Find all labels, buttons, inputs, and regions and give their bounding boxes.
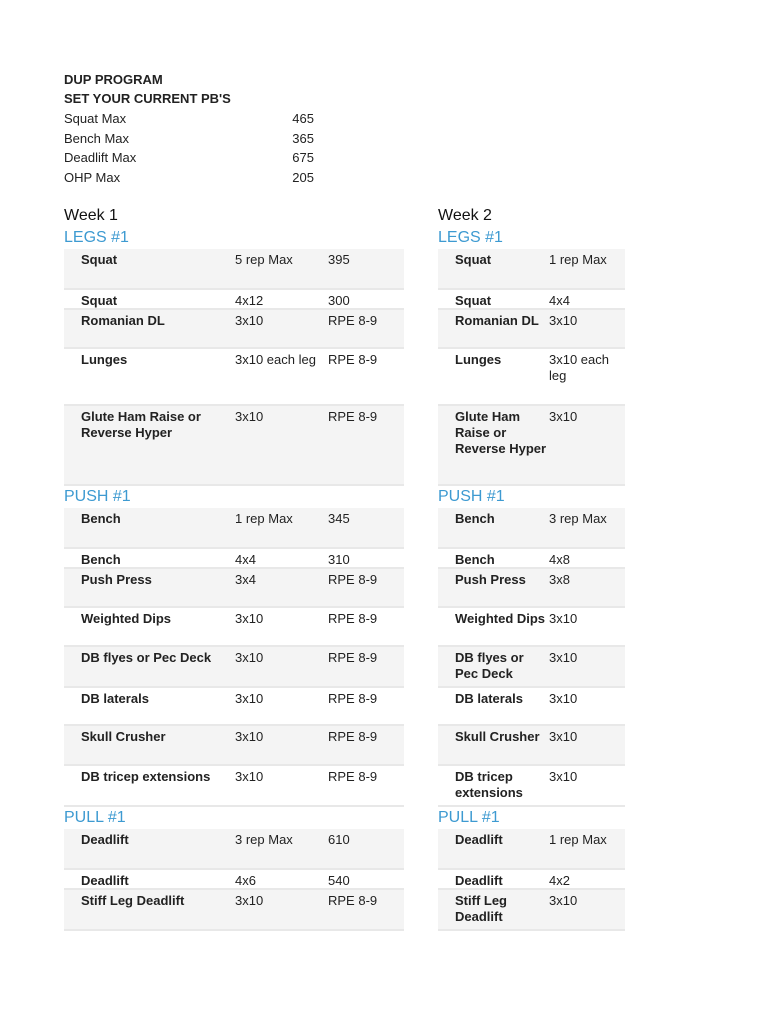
exercise-cell: Deadlift	[455, 873, 503, 888]
pb-value: 365	[292, 130, 314, 146]
program-subtitle: SET YOUR CURRENT PB'S	[64, 91, 231, 106]
week-title: Week 2	[438, 207, 492, 224]
push-table	[64, 508, 404, 807]
table-row	[64, 647, 404, 688]
exercise-cell: Bench	[81, 511, 121, 526]
table-row	[64, 766, 404, 807]
table-row	[438, 249, 625, 290]
section-title-pull: PULL #1	[438, 809, 500, 826]
exercise-cell: DB laterals	[81, 691, 149, 706]
table-row	[64, 688, 404, 726]
load-cell: 540	[328, 873, 350, 888]
week-title: Week 1	[64, 207, 118, 224]
table-row	[438, 569, 625, 608]
exercise-cell: Lunges	[455, 352, 502, 367]
section-title-push: PUSH #1	[438, 488, 505, 505]
table-row	[438, 870, 625, 890]
load-cell: 610	[328, 832, 350, 847]
pb-row-bench	[64, 129, 314, 149]
load-cell: RPE 8-9	[328, 729, 378, 744]
week2-column	[438, 205, 625, 931]
reps-cell: 3x10	[549, 729, 578, 744]
exercise-cell: Romanian DL	[455, 313, 539, 328]
load-cell: RPE 8-9	[328, 572, 378, 587]
table-row	[64, 569, 404, 608]
pb-value: 465	[292, 111, 314, 127]
program-title: DUP PROGRAM	[64, 72, 163, 87]
table-row	[64, 508, 404, 549]
pb-value: 675	[292, 150, 314, 166]
reps-cell: 3x10	[549, 409, 578, 424]
pb-label: OHP Max	[64, 169, 121, 185]
load-cell: RPE 8-9	[328, 893, 378, 908]
pb-label: Bench Max	[64, 130, 130, 146]
section-title-legs: LEGS #1	[438, 229, 503, 246]
exercise-cell: Bench	[455, 552, 495, 567]
reps-cell: 3 rep Max	[235, 832, 293, 847]
exercise-cell: Weighted Dips	[455, 611, 546, 626]
reps-cell: 4x12	[235, 293, 264, 308]
reps-cell: 3 rep Max	[549, 511, 607, 526]
reps-cell: 3x10	[549, 893, 578, 908]
reps-cell: 1 rep Max	[549, 252, 607, 267]
table-row	[438, 349, 625, 406]
load-cell: RPE 8-9	[328, 352, 378, 367]
week1-column	[64, 205, 404, 931]
reps-cell: 3x8	[549, 572, 570, 587]
exercise-cell: Push Press	[455, 572, 526, 587]
pull-table	[438, 829, 625, 931]
exercise-cell: Deadlift	[81, 832, 129, 847]
table-row	[438, 890, 625, 931]
exercise-cell: Push Press	[81, 572, 152, 587]
reps-cell: 3x10	[549, 313, 578, 328]
exercise-cell: Bench	[81, 552, 121, 567]
exercise-cell: DB tricep extensions	[81, 769, 211, 784]
table-row	[438, 406, 625, 486]
reps-cell: 4x8	[549, 552, 570, 567]
reps-cell: 1 rep Max	[549, 832, 607, 847]
exercise-cell: Glute Ham Raise or Reverse Hyper	[81, 409, 201, 440]
section-title-push: PUSH #1	[64, 488, 131, 505]
table-row	[64, 870, 404, 890]
pb-label: Deadlift Max	[64, 150, 137, 166]
table-row	[438, 647, 625, 688]
section-title-pull: PULL #1	[64, 809, 126, 826]
exercise-cell: Stiff Leg Deadlift	[455, 893, 507, 924]
table-row	[438, 508, 625, 549]
exercise-cell: Deadlift	[455, 832, 503, 847]
program-header	[64, 70, 231, 108]
exercise-cell: Stiff Leg Deadlift	[81, 893, 185, 908]
exercise-cell: DB tricep extensions	[455, 769, 523, 800]
load-cell: RPE 8-9	[328, 409, 378, 424]
reps-cell: 3x10	[235, 769, 264, 784]
load-cell: RPE 8-9	[328, 691, 378, 706]
exercise-cell: Squat	[81, 293, 118, 308]
load-cell: RPE 8-9	[328, 313, 378, 328]
reps-cell: 3x10	[235, 313, 264, 328]
reps-cell: 4x2	[549, 873, 570, 888]
exercise-cell: Squat	[455, 293, 492, 308]
table-row	[64, 890, 404, 931]
load-cell: RPE 8-9	[328, 769, 378, 784]
table-row	[64, 310, 404, 349]
exercise-cell: Squat	[81, 252, 118, 267]
exercise-cell: Deadlift	[81, 873, 129, 888]
reps-cell: 1 rep Max	[235, 511, 293, 526]
exercise-cell: DB laterals	[455, 691, 523, 706]
reps-cell: 3x10	[235, 611, 264, 626]
pb-row-deadlift	[64, 148, 314, 168]
reps-cell: 4x4	[549, 293, 570, 308]
table-row	[64, 726, 404, 766]
pb-value: 205	[292, 169, 314, 185]
reps-cell: 3x10	[235, 893, 264, 908]
reps-cell: 4x4	[235, 552, 256, 567]
table-row	[64, 406, 404, 486]
reps-cell: 4x6	[235, 873, 256, 888]
table-row	[438, 726, 625, 766]
pb-label: Squat Max	[64, 111, 127, 127]
load-cell: 345	[328, 511, 350, 526]
exercise-cell: Weighted Dips	[81, 611, 172, 626]
push-table	[438, 508, 625, 807]
table-row	[64, 549, 404, 569]
table-row	[64, 608, 404, 647]
table-row	[438, 549, 625, 569]
reps-cell: 3x10	[549, 769, 578, 784]
load-cell: 300	[328, 293, 350, 308]
load-cell: 395	[328, 252, 350, 267]
table-row	[438, 688, 625, 726]
reps-cell: 3x10 each leg	[235, 352, 316, 367]
table-row	[64, 349, 404, 406]
load-cell: RPE 8-9	[328, 650, 378, 665]
exercise-cell: Lunges	[81, 352, 128, 367]
reps-cell: 3x4	[235, 572, 256, 587]
legs-table	[438, 249, 625, 486]
table-row	[438, 766, 625, 807]
pb-row-squat	[64, 109, 314, 129]
reps-cell: 3x10	[235, 409, 264, 424]
exercise-cell: Skull Crusher	[81, 729, 166, 744]
table-row	[438, 310, 625, 349]
reps-cell: 3x10	[235, 729, 264, 744]
pb-table	[64, 109, 314, 187]
table-row	[438, 829, 625, 870]
exercise-cell: Romanian DL	[81, 313, 165, 328]
reps-cell: 3x10	[549, 611, 578, 626]
pb-row-ohp	[64, 168, 314, 188]
reps-cell: 3x10	[549, 650, 578, 665]
table-row	[438, 290, 625, 310]
legs-table	[64, 249, 404, 486]
exercise-cell: Bench	[455, 511, 495, 526]
exercise-cell: DB flyes or Pec Deck	[81, 650, 212, 665]
table-row	[64, 829, 404, 870]
reps-cell: 5 rep Max	[235, 252, 293, 267]
load-cell: RPE 8-9	[328, 611, 378, 626]
exercise-cell: Glute Ham Raise or Reverse Hyper	[455, 409, 547, 456]
pull-table	[64, 829, 404, 931]
table-row	[438, 608, 625, 647]
reps-cell: 3x10	[235, 650, 264, 665]
reps-cell: 3x10 each leg	[549, 352, 609, 383]
load-cell: 310	[328, 552, 350, 567]
exercise-cell: Skull Crusher	[455, 729, 540, 744]
reps-cell: 3x10	[549, 691, 578, 706]
reps-cell: 3x10	[235, 691, 264, 706]
exercise-cell: DB flyes or Pec Deck	[455, 650, 524, 681]
section-title-legs: LEGS #1	[64, 229, 129, 246]
exercise-cell: Squat	[455, 252, 492, 267]
table-row	[64, 290, 404, 310]
table-row	[64, 249, 404, 290]
